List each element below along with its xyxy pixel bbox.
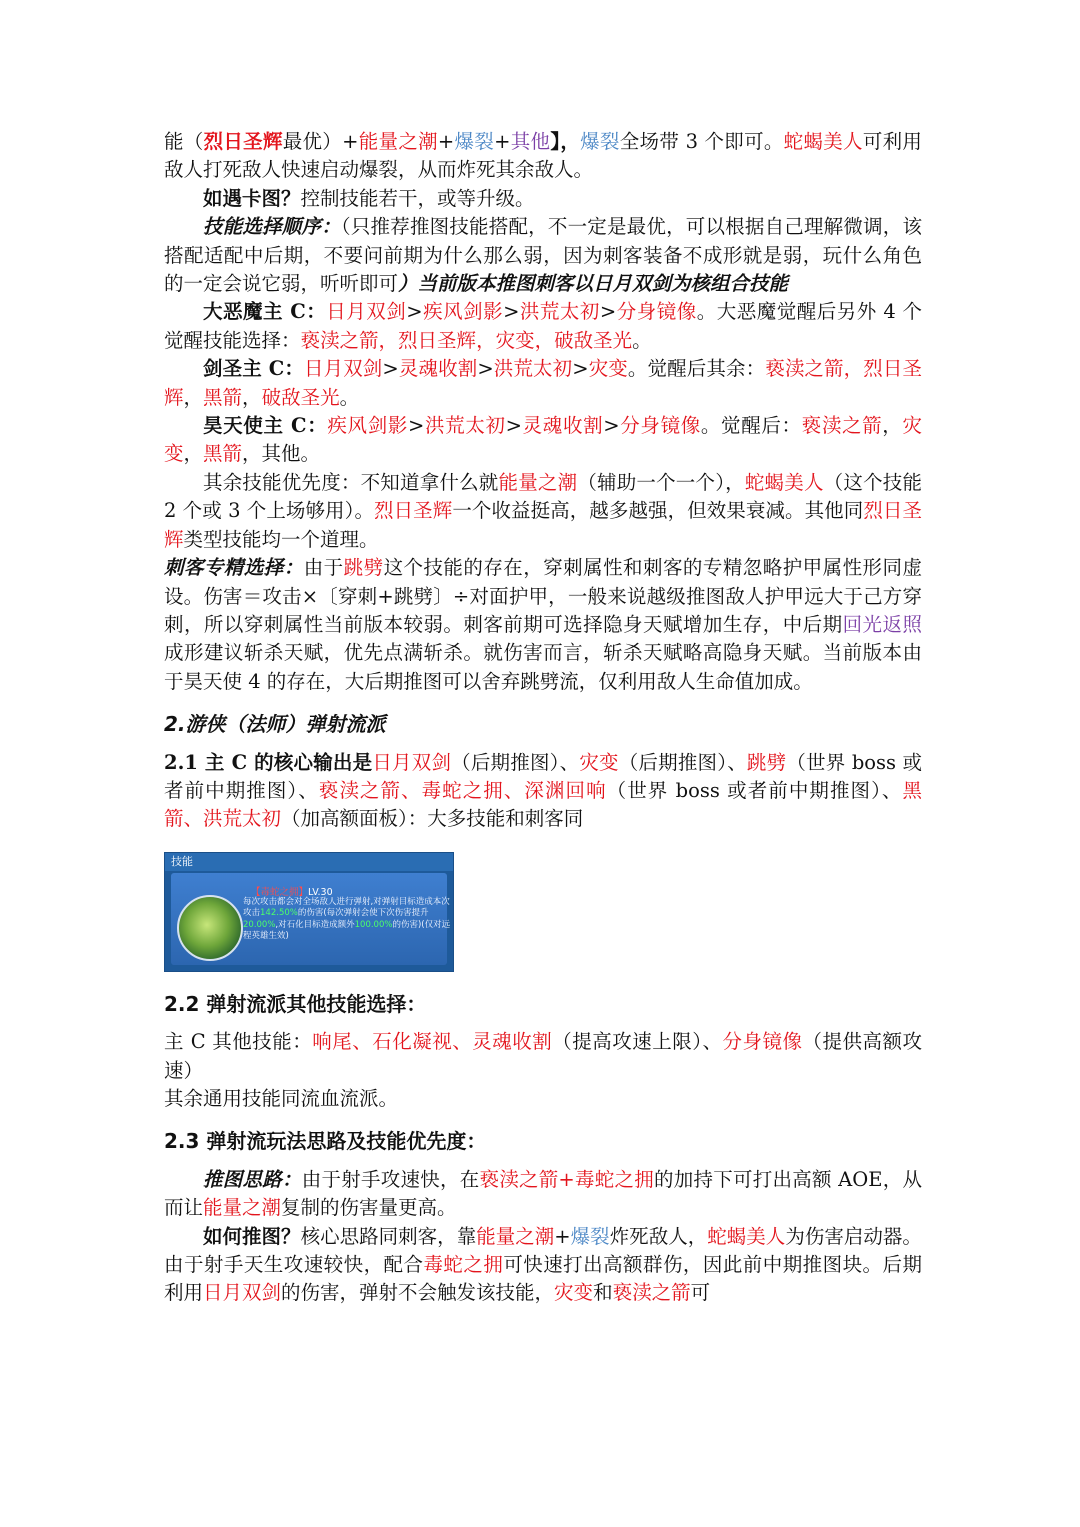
document-page [164, 128, 922, 1308]
paragraph-push-idea: 推图思路：由于射手攻速快，在亵渎之箭+毒蛇之拥的加持下可打出高额 AOE，从而让能量之潮复制的伤害量更高。 [164, 1167, 922, 1220]
paragraph-swordsaint: 剑圣主 C：日月双剑>灵魂收割>洪荒太初>灾变。觉醒后其余：亵渎之箭，烈日圣辉，黑箭，破敌圣光。 [164, 357, 922, 409]
skill-name: 【毒蛇之拥】LV.30 [251, 886, 333, 898]
paragraph-generic-skills: 其余通用技能同流血流派。 [164, 1086, 399, 1110]
paragraph-demon: 大恶魔主 C：日月双剑>疾风剑影>洪荒太初>分身镜像。大恶魔觉醒后另外 4 个觉醒技能选择：亵渎之箭，烈日圣辉，灾变，破敌圣光。 [164, 300, 922, 352]
paragraph-assassin-spec: 刺客专精选择：由于跳劈这个技能的存在，穿刺属性和刺客的专精忽略护甲属性形同虚设。伤害＝攻击×〔穿刺+跳劈〕÷对面护甲，一般来说越级推图敌人护甲远大于己方穿刺，所以穿刺属性当前版本较弱。刺客前期可选择隐身天赋增加生存，中后期回光返照成形建议斩杀天赋，优先点满斩杀。就伤害而言，斩杀天赋略高隐身天赋。当前版本由于昊天使 4 的存在，大后期推图可以舍弃跳劈流，仅利用敌人生命值加成。 [164, 556, 922, 693]
paragraph-burst-combo: 能（烈日圣辉最优）+能量之潮+爆裂+其他】，爆裂全场带 3 个即可。蛇蝎美人可利用敌人打死敌人快速启动爆裂，从而炸死其余敌人。 [164, 130, 922, 182]
paragraph-angel: 昊天使主 C：疾风剑影>洪荒太初>灵魂收割>分身镜像。觉醒后：亵渎之箭，灾变，黑箭，其他。 [164, 414, 922, 466]
skill-description: 每次攻击都会对全场敌人进行弹射,对弹射目标造成本次攻击142.50%的伤害(每次弹射会使下次伤害提升20.00%,对石化目标造成额外100.00%的伤害)(仅对远程英雄生效) [243, 896, 451, 942]
viper-embrace-skill-icon [177, 895, 243, 961]
paragraph-skill-order: 技能选择顺序：（只推荐推图技能搭配，不一定是最优，可以根据自己理解微调，该搭配适配中后期，不要问前期为什么那么弱，因为刺客装备不成形就是弱，玩什么角色的一定会说它弱，听听即可）当前版本推图刺客以日月双剑为核组合技能 [164, 215, 922, 296]
paragraph-other-skills: 主 C 其他技能：响尾、石化凝视、灵魂收割（提高攻速上限）、分身镜像（提供高额攻速） [164, 1030, 922, 1082]
section-heading-ranger: 2.游侠（法师）弹射流派 [164, 712, 386, 737]
paragraph-how-push: 如何推图？核心思路同刺客，靠能量之潮+爆裂炸死敌人，蛇蝎美人为伤害启动器。由于射手天生攻速较快，配合毒蛇之拥可快速打出高额群伤，因此前中期推图块。后期利用日月双剑的伤害，弹射不会触发该技能，灾变和亵渎之箭可 [164, 1224, 922, 1305]
section-heading-2-3: 2.3 弹射流玩法思路及技能优先度： [164, 1129, 487, 1154]
paragraph-other-priority: 其余技能优先度：不知道拿什么就能量之潮（辅助一个一个），蛇蝎美人（这个技能 2 个或 3 个上场够用）。烈日圣辉一个收益挺高，越多越强，但效果衰减。其他同烈日圣辉类型技能均一个道理。 [164, 470, 922, 551]
paragraph-core-output: 2.1 主 C 的核心输出是日月双剑（后期推图）、灾变（后期推图）、跳劈（世界 boss 或者前中期推图）、亵渎之箭、毒蛇之拥、深渊回响（世界 boss 或者前中期推图）、黑箭、洪荒太初（加高额面板）：大多技能和刺客同 [164, 750, 922, 831]
skill-card-screenshot [164, 852, 454, 972]
section-heading-2-2: 2.2 弹射流派其他技能选择： [164, 991, 427, 1016]
skill-card-title: 技能 [165, 853, 453, 871]
skill-card-body [171, 873, 451, 965]
paragraph-stuck: 如遇卡图？控制技能若干，或等升级。 [203, 186, 535, 210]
